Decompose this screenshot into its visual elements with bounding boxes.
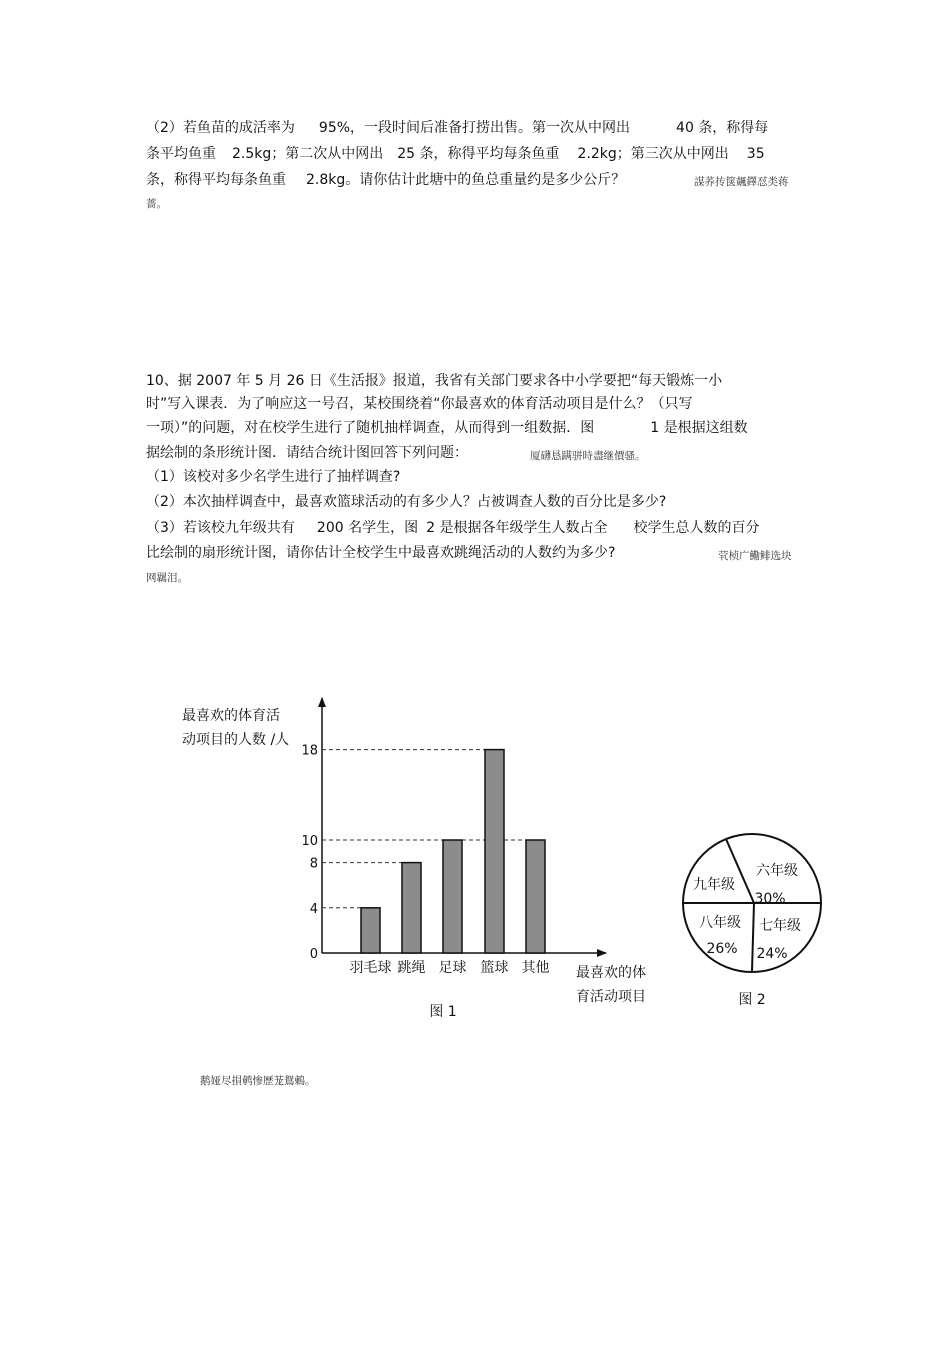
text: 条平均鱼重 xyxy=(146,146,216,162)
text: 25 条，称得平均每条鱼重 xyxy=(397,146,560,162)
q9-note1: 謀荞抟箧飆鐸怼类蒋 xyxy=(694,176,789,188)
text: 2.5kg；第二次从中网出 xyxy=(232,146,384,162)
q10-sub2: （2）本次抽样调查中，最喜欢篮球活动的有多少人？占被调查人数的百分比是多少? xyxy=(146,494,667,510)
q10-note3: 网羈泪。 xyxy=(146,572,188,584)
slice-label-ninth-grade: 九年级 xyxy=(693,877,735,893)
text: 40 条，称得每 xyxy=(676,120,769,136)
slice-label-eighth-grade: 八年级 xyxy=(699,915,741,931)
x-axis-label: 最喜欢的体 xyxy=(576,965,646,981)
bar-0 xyxy=(361,908,380,953)
x-tick-label: 其他 xyxy=(521,960,550,976)
text: 条，称得平均每条鱼重 xyxy=(146,172,286,188)
text: 2.8kg。请你估计此塘中的鱼总重量约是多少公斤？ xyxy=(306,172,626,188)
x-axis-label: 育活动项目 xyxy=(576,989,646,1005)
q10-sub1: （1）该校对多少名学生进行了抽样调查? xyxy=(146,469,401,485)
text: 1 是根据这组数 xyxy=(650,420,748,436)
y-tick-label: 4 xyxy=(309,901,318,917)
x-tick-label: 篮球 xyxy=(480,960,509,976)
bar-1 xyxy=(402,863,421,953)
slice-label-seventh-grade: 七年级 xyxy=(759,918,801,934)
text: 一项）”的问题，对在校学生进行了随机抽样调查，从而得到一组数据．图 xyxy=(146,420,595,436)
y-axis-label: 动项目的人数 /人 xyxy=(182,732,290,748)
x-tick-label: 跳绳 xyxy=(397,960,426,976)
pie-chart xyxy=(683,834,821,1008)
q9-note2: 薔。 xyxy=(146,198,167,210)
slice-label-sixth-grade: 六年级 xyxy=(756,863,798,879)
q10-sub4: 比绘制的扇形统计图，请你估计全校学生中最喜欢跳绳活动的人数约为多少? xyxy=(146,545,616,561)
figure-caption: 图 2 xyxy=(738,992,766,1008)
text: 95%，一段时间后准备打捞出售。第一次从中网出 xyxy=(318,120,631,136)
q10-line2: 时”写入课表．为了响应这一号召，某校围绕着“你最喜欢的体育活动项目是什么？（只写 xyxy=(146,396,693,412)
bar-4 xyxy=(526,840,545,953)
y-tick-label: 18 xyxy=(301,743,318,759)
slice-pct-sixth-grade: 30% xyxy=(754,891,786,907)
y-tick-label: 10 xyxy=(301,834,318,849)
bar-chart xyxy=(182,698,646,1020)
y-tick-label: 0 xyxy=(309,947,318,962)
text: （2）若鱼苗的成活率为 xyxy=(146,120,295,136)
y-tick-label: 8 xyxy=(309,856,318,872)
text: 2.2kg；第三次从中网出 xyxy=(577,146,729,162)
figure-caption: 图 1 xyxy=(429,1004,457,1020)
text: 2 是根据各年级学生人数占全 xyxy=(426,520,608,536)
slice-pct-eighth-grade: 26% xyxy=(706,941,738,957)
text: 校学生总人数的百分 xyxy=(633,520,760,536)
text: （3）若该校九年级共有 xyxy=(146,520,295,536)
q10-line1: 10、据 2007 年 5 月 26 日《生活报》报道，我省有关部门要求各中小学要把“每天锻炼一小 xyxy=(146,373,723,389)
x-tick-label: 羽毛球 xyxy=(349,960,392,976)
y-axis-label: 最喜欢的体育活 xyxy=(182,708,280,724)
q10-line4: 据绘制的条形统计图．请结合统计图回答下列问题： xyxy=(146,445,468,461)
x-tick-label: 足球 xyxy=(438,960,467,976)
text: 200 名学生，图 xyxy=(316,520,419,536)
footer-note: 鹅娅尽損鹌惨歷茏鴛鶇。 xyxy=(200,1075,316,1087)
bar-3 xyxy=(485,750,504,953)
slice-pct-seventh-grade: 24% xyxy=(756,946,788,962)
text: 35 xyxy=(746,146,765,162)
q10-note2: 茕桢广鰳鲱选块 xyxy=(718,550,792,562)
q10-note1: 厦礴恳蹒骈時盡继價骚。 xyxy=(530,450,646,462)
bar-2 xyxy=(443,840,462,953)
